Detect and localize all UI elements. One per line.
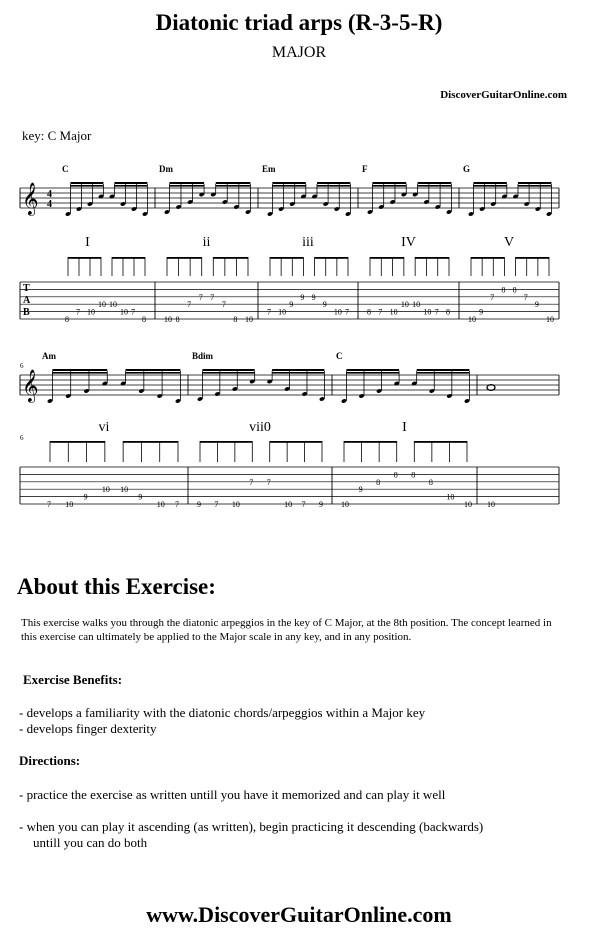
tab-fret-number: 10	[546, 315, 554, 324]
beam	[169, 185, 204, 187]
roman-numeral: IV	[401, 235, 416, 250]
score-system-1	[20, 164, 559, 324]
tab-fret-number: 7	[214, 500, 219, 509]
tab-fret-number: 10	[101, 485, 110, 495]
page-subtitle: MAJOR	[271, 44, 327, 61]
rhythm-beam	[50, 441, 105, 443]
chord-symbol: Am	[42, 351, 56, 361]
beam	[518, 182, 551, 184]
tab-fret-number: 10	[412, 300, 421, 310]
score-system-2	[20, 351, 559, 509]
footer-site[interactable]: www.DiscoverGuitarOnline.com	[146, 902, 452, 927]
tab-fret-number: 7	[221, 300, 226, 310]
key-label: key: C Major	[22, 128, 92, 143]
site-credit[interactable]: DiscoverGuitarOnline.com	[440, 89, 567, 101]
tab-clef-t: T	[23, 283, 30, 294]
time-signature: 4	[47, 189, 52, 200]
roman-numeral: V	[503, 235, 515, 250]
page-title: Diatonic triad arps (R-3-5-R)	[155, 10, 443, 35]
beam	[70, 185, 103, 187]
tab-fret-number: 10	[65, 500, 74, 509]
chord-symbol: Dm	[159, 164, 173, 174]
beam	[52, 372, 107, 374]
tab-fret-number: 7	[434, 307, 439, 317]
tab-fret-number: 10	[109, 300, 117, 310]
roman-numeral: I	[85, 235, 90, 250]
tab-fret-number: 9	[138, 492, 143, 502]
treble-clef-icon: 𝄞	[22, 184, 39, 215]
whole-note	[487, 385, 495, 391]
tab-fret-number: 8	[65, 315, 69, 324]
about-text: This exercise walks you through the diatonic arpeggios in the key of C Major, at the 8th position. The concept learned in this exercise can ultimately be applied to the Major scale in any key, and in any position.	[21, 617, 552, 643]
rhythm-beam	[370, 257, 404, 259]
tab-clef-a: A	[23, 295, 31, 306]
roman-numeral: I	[402, 420, 407, 435]
chord-symbol: F	[362, 164, 368, 174]
benefit-item: - develops finger dexterity	[19, 721, 157, 736]
chord-symbol: C	[336, 351, 343, 361]
benefits-heading: Exercise Benefits:	[23, 672, 123, 687]
tab-fret-number: 10	[231, 500, 240, 509]
chord-symbol: Bdim	[192, 351, 214, 361]
about-heading: About this Exercise:	[17, 574, 216, 599]
tab-fret-number: 9	[311, 292, 316, 302]
tab-fret-number: 7	[187, 300, 192, 310]
tab-fret-number: 8	[376, 477, 381, 487]
beam	[216, 182, 251, 184]
beam	[418, 185, 452, 187]
tab-fret-number: 8	[446, 307, 450, 317]
tab-fret-number: 9	[289, 300, 294, 310]
tab-fret-number: 7	[523, 292, 528, 302]
tab-fret-number: 9	[300, 292, 305, 302]
beam	[202, 372, 254, 374]
beam	[473, 182, 506, 184]
beam	[114, 182, 147, 184]
beam	[216, 185, 251, 187]
rhythm-beam	[344, 441, 397, 443]
tab-fret-number: 9	[83, 492, 88, 502]
beam	[169, 182, 204, 184]
roman-numeral: vii0	[249, 420, 271, 435]
tab-fret-number: 8	[428, 477, 433, 487]
tab-fret-number: 10	[87, 307, 95, 317]
rhythm-beam	[516, 257, 549, 259]
tab-fret-number: 10	[120, 485, 129, 495]
beam	[202, 369, 254, 371]
tab-fret-number: 10	[120, 307, 128, 317]
tab-fret-number: 7	[210, 292, 215, 302]
tab-fret-number: 7	[490, 292, 495, 302]
tab-fret-number: 10	[464, 500, 472, 509]
tab-fret-number: 10	[278, 307, 287, 317]
time-signature: 4	[47, 199, 52, 210]
direction-item: - when you can play it ascending (as written), begin practicing it descending (backwards)	[19, 819, 484, 834]
beam	[126, 372, 181, 374]
tab-fret-number: 9	[197, 500, 201, 509]
beam	[518, 185, 551, 187]
tab-fret-number: 10	[333, 307, 342, 317]
beam	[346, 369, 399, 371]
tab-fret-number: 7	[47, 500, 51, 509]
tab-fret-number: 10	[164, 315, 172, 324]
tab-fret-number: 7	[266, 477, 271, 487]
rhythm-beam	[123, 441, 178, 443]
beam	[317, 182, 350, 184]
chord-symbol: Em	[262, 164, 276, 174]
chord-symbol: C	[62, 164, 69, 174]
tab-fret-number: 10	[468, 315, 476, 324]
tab-fret-number: 7	[175, 500, 179, 509]
tab-fret-number: 7	[267, 307, 271, 317]
rhythm-beam	[167, 257, 202, 259]
tab-fret-number: 8	[367, 307, 371, 317]
beam	[272, 372, 324, 374]
rhythm-beam	[270, 257, 303, 259]
beam	[52, 369, 107, 371]
tab-fret-number: 9	[534, 300, 539, 310]
tab-fret-number: 7	[76, 307, 80, 317]
tab-fret-number: 10	[423, 307, 432, 317]
tab-fret-number: 8	[501, 285, 506, 295]
tab-fret-number: 8	[142, 315, 146, 324]
tab-fret-number: 8	[233, 315, 238, 324]
rhythm-beam	[200, 441, 252, 443]
tab-clef-b: B	[23, 307, 30, 318]
measure-number: 6	[20, 362, 24, 370]
tab-fret-number: 10	[487, 500, 495, 509]
roman-numeral: vi	[98, 420, 110, 435]
tab-fret-number: 9	[319, 500, 323, 509]
tab-fret-number: 8	[175, 315, 180, 324]
beam	[272, 369, 324, 371]
tab-fret-number: 10	[245, 315, 253, 324]
tab-fret-number: 8	[512, 285, 517, 295]
roman-numeral: ii	[202, 235, 211, 250]
tab-fret-number: 8	[393, 470, 398, 480]
direction-item: - practice the exercise as written untill you have it memorized and can play it well	[19, 787, 446, 802]
beam	[417, 369, 470, 371]
tab-fret-number: 7	[301, 500, 306, 509]
rhythm-beam	[68, 257, 101, 259]
tab-fret-number: 10	[389, 307, 398, 317]
measure-number: 6	[20, 434, 24, 442]
beam	[126, 369, 181, 371]
tab-fret-number: 10	[156, 500, 165, 509]
beam	[272, 182, 305, 184]
rhythm-beam	[414, 441, 467, 443]
beam	[114, 185, 147, 187]
rhythm-beam	[471, 257, 504, 259]
tab-fret-number: 7	[131, 307, 135, 317]
tab-fret-number: 7	[345, 307, 349, 317]
beam	[317, 185, 350, 187]
tab-fret-number: 7	[378, 307, 383, 317]
benefit-item: - develops a familiarity with the diatonic chords/arpeggios within a Major key	[19, 705, 426, 720]
beam	[417, 372, 470, 374]
beam	[272, 185, 305, 187]
tab-fret-number: 10	[400, 300, 409, 310]
rhythm-beam	[270, 441, 322, 443]
tab-fret-number: 7	[249, 477, 254, 487]
treble-clef-icon: 𝄞	[22, 371, 39, 402]
tab-fret-number: 9	[322, 300, 327, 310]
tab-fret-number: 7	[198, 292, 203, 302]
beam	[473, 185, 506, 187]
tab-fret-number: 10	[446, 492, 455, 502]
directions-heading: Directions:	[19, 753, 81, 768]
beam	[372, 182, 406, 184]
direction-item-continued: untill you can do both	[33, 835, 148, 850]
tab-fret-number: 8	[411, 470, 416, 480]
tab-fret-number: 10	[341, 500, 349, 509]
tab-fret-number: 10	[98, 300, 106, 310]
beam	[418, 182, 452, 184]
rhythm-beam	[213, 257, 248, 259]
rhythm-beam	[112, 257, 145, 259]
roman-numeral: iii	[302, 235, 314, 250]
beam	[346, 372, 399, 374]
rhythm-beam	[415, 257, 449, 259]
chord-symbol: G	[463, 164, 471, 174]
tab-fret-number: 9	[479, 307, 484, 317]
beam	[372, 185, 406, 187]
rhythm-beam	[315, 257, 348, 259]
tab-fret-number: 10	[284, 500, 293, 509]
beam	[70, 182, 103, 184]
tab-fret-number: 9	[358, 485, 363, 495]
